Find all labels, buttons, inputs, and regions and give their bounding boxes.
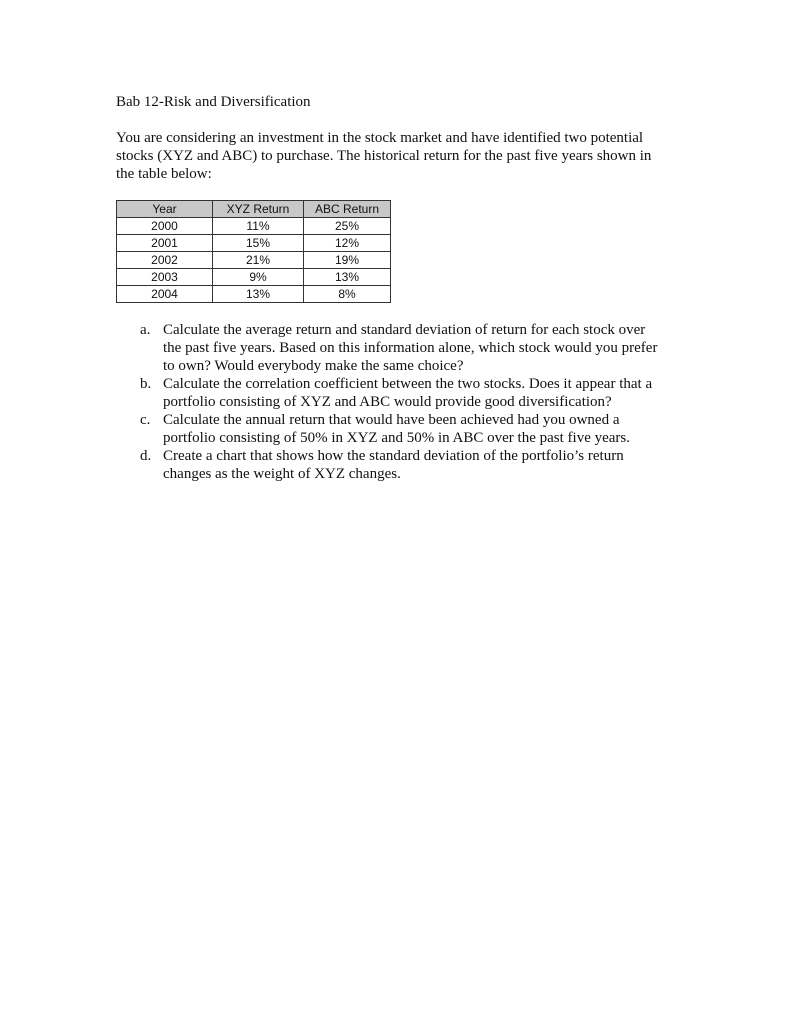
year-cell: 2001 [117,235,213,252]
question-marker: b. [140,376,152,392]
table-row [117,218,391,235]
question-line: Calculate the annual return that would have been achieved had you owned a [163,412,620,428]
question-marker: c. [140,412,151,428]
year-cell: 2002 [117,252,213,269]
abc-return-cell: 25% [304,218,391,235]
question-line: portfolio consisting of XYZ and ABC would provide good diversification? [163,394,612,410]
question-item-d [140,447,685,483]
question-line: portfolio consisting of 50% in XYZ and 50% in ABC over the past five years. [163,430,631,446]
xyz-return-cell: 21% [213,252,304,269]
question-item-c [140,411,685,447]
question-item-a [140,321,685,375]
xyz-return-cell: 9% [213,269,304,286]
intro-paragraph [116,129,676,183]
xyz-return-cell: 15% [213,235,304,252]
table-row [117,269,391,286]
column-header-year: Year [117,201,213,218]
question-line: changes as the weight of XYZ changes. [163,466,401,482]
question-item-b [140,375,685,411]
xyz-return-cell: 13% [213,286,304,303]
question-line: to own? Would everybody make the same choice? [163,358,464,374]
year-cell: 2000 [117,218,213,235]
intro-line: stocks (XYZ and ABC) to purchase. The historical return for the past five years shown in [116,148,652,164]
abc-return-cell: 8% [304,286,391,303]
column-header-abc-return: ABC Return [304,201,391,218]
table-row [117,252,391,269]
question-list [140,321,685,483]
intro-line: the table below: [116,166,212,182]
table-header-row [117,201,391,218]
column-header-xyz-return: XYZ Return [213,201,304,218]
question-line: Create a chart that shows how the standard deviation of the portfolio’s return [163,448,624,464]
abc-return-cell: 12% [304,235,391,252]
abc-return-cell: 19% [304,252,391,269]
question-marker: a. [140,322,151,338]
question-line: Calculate the average return and standard deviation of return for each stock over [163,322,646,338]
document-title: Bab 12-Risk and Diversification [116,94,311,110]
year-cell: 2003 [117,269,213,286]
xyz-return-cell: 11% [213,218,304,235]
returns-table [116,200,391,303]
abc-return-cell: 13% [304,269,391,286]
table-row [117,286,391,303]
table-row [117,235,391,252]
intro-line: You are considering an investment in the stock market and have identified two potential [116,130,644,146]
question-line: the past five years. Based on this information alone, which stock would you prefer [163,340,658,356]
question-marker: d. [140,448,152,464]
year-cell: 2004 [117,286,213,303]
question-line: Calculate the correlation coefficient between the two stocks. Does it appear that a [163,376,653,392]
